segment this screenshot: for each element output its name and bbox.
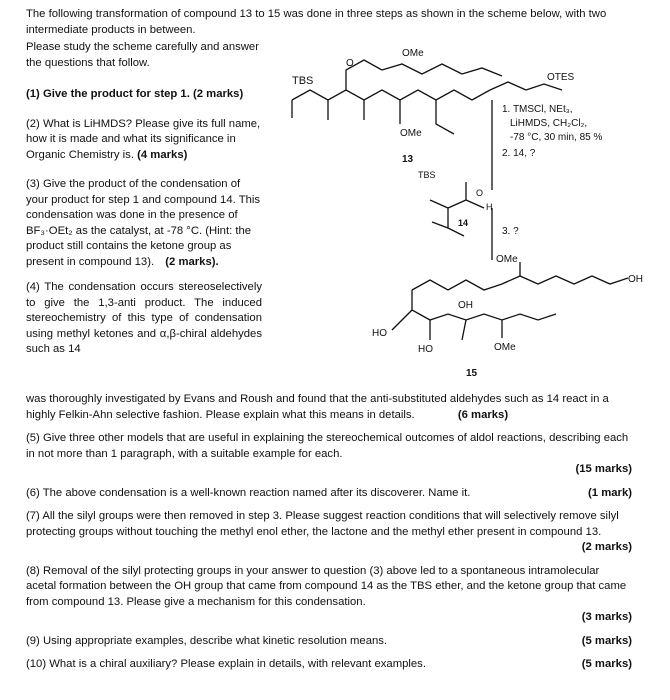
question-9 [26, 634, 632, 650]
compound-13-chain [292, 90, 490, 100]
question-7-marks: (2 marks) [581, 541, 632, 553]
compound-14-label: 14 [458, 218, 469, 228]
compound-15-ring [412, 276, 628, 290]
question-6 [26, 486, 632, 502]
intro-text: The following transformation of compound 13 to 15 was done in three steps as shown in the scheme below, with two intermediate products in between. [26, 8, 607, 36]
question-7 [26, 509, 632, 556]
step3-label: 3. ? [502, 226, 519, 237]
step2-label: 2. 14, ? [502, 148, 536, 159]
question-8 [26, 564, 632, 626]
question-2-text: (2) What is LiHMDS? Please give its full name, how it is made and what its significance in Organic Chemistry is. [26, 117, 261, 161]
otes-label: OTES [547, 72, 575, 83]
h-label-14: H [486, 202, 493, 212]
tbs-label-14: TBS [418, 170, 436, 180]
question-10-text: (10) What is a chiral auxiliary? Please explain in details, with relevant examples. [26, 658, 426, 670]
question-4-lead: (4) The condensation occurs stereoselectively to give the 1,3-anti product. The induced stereochemistry of this type of condensation using methyl ketones and α,β-chiral aldehydes such as 14 [26, 281, 262, 355]
ome-label-13-top: OMe [402, 48, 424, 59]
o-label-13a: O [346, 58, 354, 69]
question-2-marks: (4 marks) [137, 148, 188, 161]
intro-tail: Please study the scheme carefully and answer the questions that follow. [26, 41, 259, 69]
o-label-14: O [476, 188, 484, 198]
question-4-marks: (6 marks) [457, 408, 509, 421]
question-1-text: (1) Give the product for step 1. [26, 88, 190, 100]
oh-label-15-mid: OH [458, 300, 473, 311]
reaction-scheme [262, 40, 662, 385]
question-10 [26, 657, 632, 673]
question-4-continuation [26, 392, 632, 423]
question-8-text: (8) Removal of the silyl protecting groups in your answer to question (3) above led to a spontaneous intramolecular acetal formation between the OH group that came from compound 14 as the TBS ether, and the ketone group that came from compound 13. Please give a mechanism for this condensation. [26, 564, 627, 608]
question-1-marks: (2 marks) [192, 88, 244, 100]
ho-label-15-bottom: HO [418, 344, 433, 355]
question-3-text: (3) Give the product of the condensation of your product for step 1 and compound 14. This condensation was done in the presence of BF₃·OEt₂ as the catalyst, at -78 °C. (Hint: the product still contains the ketone group as present in compound 13). [26, 178, 261, 268]
step1-line2: LiHMDS, CH₂Cl₂, [510, 118, 588, 129]
question-5-marks: (15 marks) [575, 463, 632, 475]
question-3 [26, 177, 262, 270]
question-4 [26, 280, 262, 358]
compound-15-label: 15 [466, 368, 478, 379]
lower-questions [26, 392, 632, 673]
tbs-label-13: TBS [292, 75, 314, 87]
question-2 [26, 117, 262, 164]
compound-14-chain [430, 200, 484, 208]
intro-paragraph [26, 7, 646, 38]
question-3-marks: (2 marks). [165, 255, 219, 268]
question-9-text: (9) Using appropriate examples, describe what kinetic resolution means. [26, 634, 388, 647]
question-4-tail: was thoroughly investigated by Evans and Roush and found that the anti-substituted aldehydes such as 14 react in a highly Felkin-Ahn selective fashion. Please explain what this means in details. [26, 393, 609, 421]
step1-line1: 1. TMSCl, NEt₃, [502, 104, 573, 115]
question-7-text: (7) All the silyl groups were then removed in step 3. Please suggest reaction conditions that will selectively remove silyl protecting groups without touching the methyl enol ether, the lactone and the methyl ether present in compound 13. [26, 510, 619, 538]
step1-line3: -78 °C, 30 min, 85 % [510, 132, 603, 143]
question-8-marks: (3 marks) [581, 611, 632, 623]
ome-label-15-bottom: OMe [494, 342, 516, 353]
ome-label-13: OMe [400, 128, 422, 139]
question-9-marks: (5 marks) [581, 634, 632, 647]
ome-label-15-top: OMe [496, 254, 518, 265]
oh-label-15-right: OH [628, 274, 643, 285]
question-6-marks: (1 mark) [588, 486, 632, 499]
compound-13-label: 13 [402, 154, 414, 165]
question-10-marks: (5 marks) [581, 658, 632, 670]
question-6-text: (6) The above condensation is a well-known reaction named after its discoverer. Name it. [26, 486, 471, 499]
question-5-text: (5) Give three other models that are useful in explaining the stereochemical outcomes of aldol reactions, describing each in not more than 1 paragraph, with a suitable example for each. [26, 432, 629, 460]
ho-label-15-left: HO [372, 328, 387, 339]
left-column [26, 40, 262, 358]
question-5 [26, 431, 632, 478]
question-1 [26, 87, 262, 103]
